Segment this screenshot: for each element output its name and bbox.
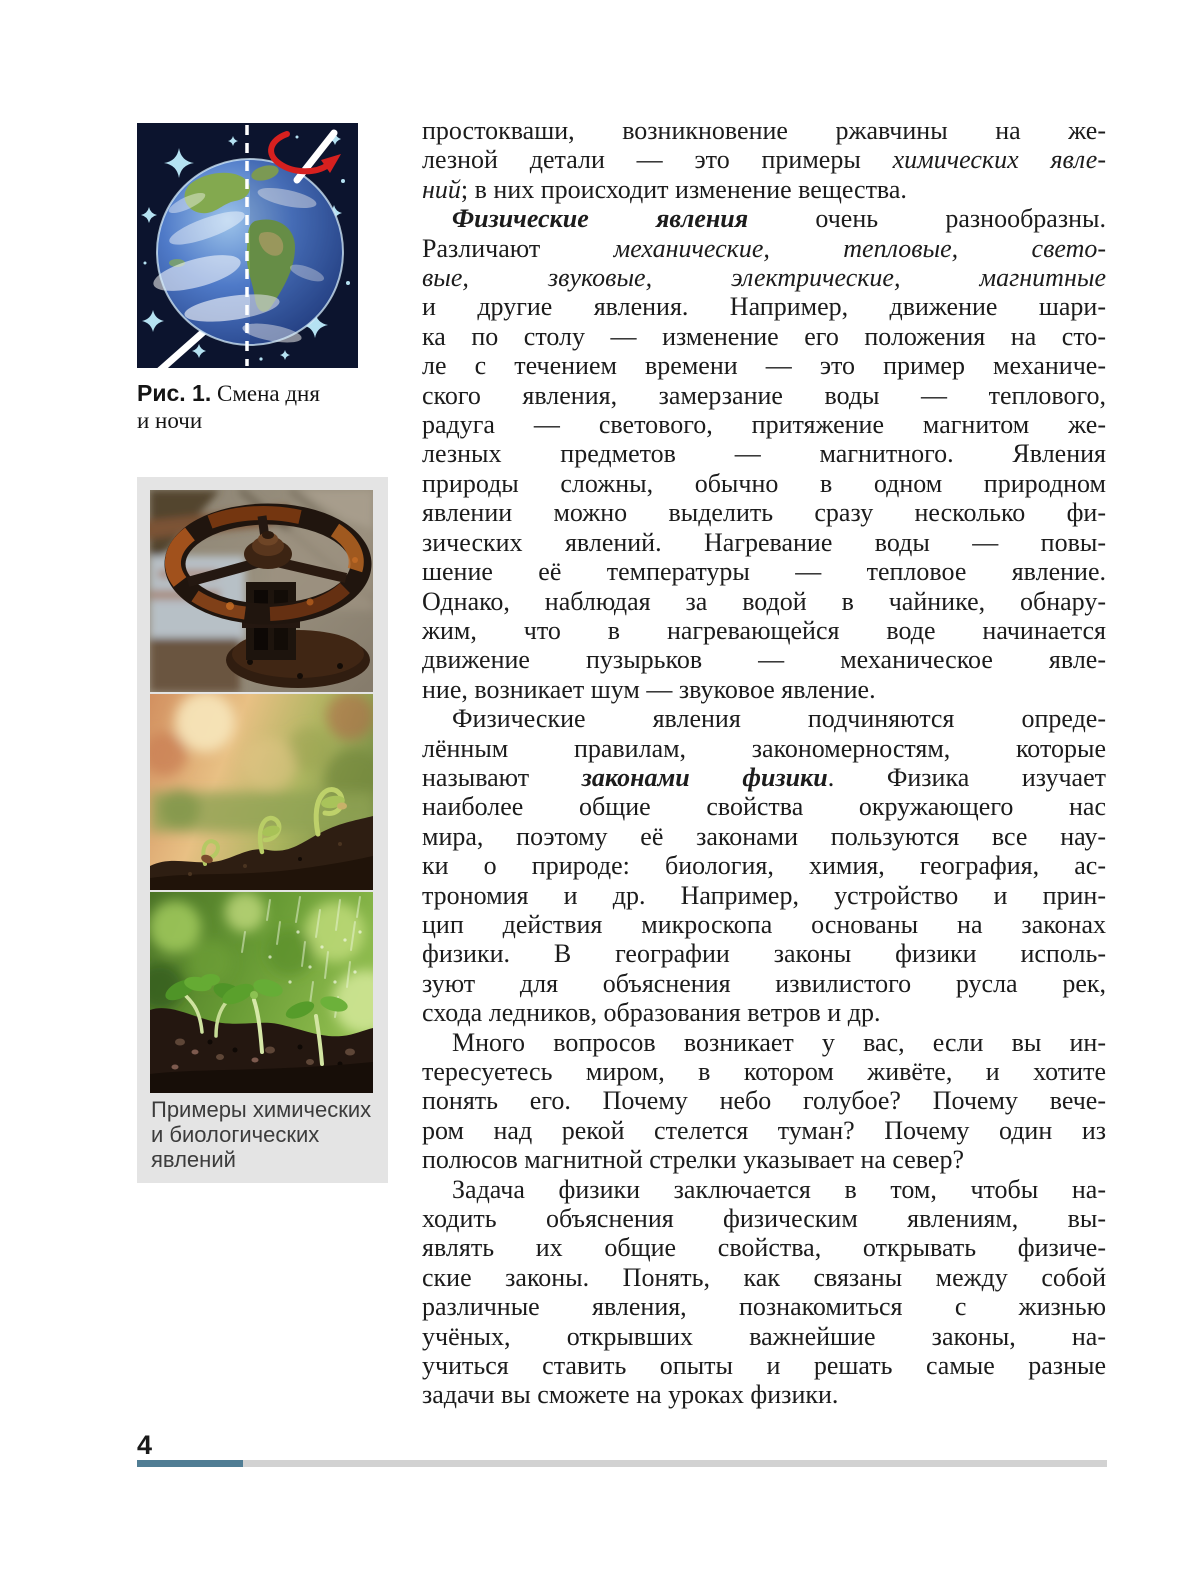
text-line: Физические явления подчиняются опреде- [452,704,1106,734]
page-number: 4 [137,1430,153,1460]
text-line: зических явлений. Нагревание воды — повы- [422,527,1106,557]
text-line: задачи вы сможете на уроках физики. [422,1380,839,1410]
text-line: физики. В географии законы физики исполь- [422,939,1106,969]
text-line: Задача физики заключается в том, чтобы на- [452,1174,1106,1204]
text-line: трономия и др. Например, устройство и прин- [422,880,1106,910]
text-line: Много вопросов возникает у вас, если вы ин- [452,1027,1106,1057]
text-line: ходить объяснения физическим явлениям, вы- [422,1204,1106,1234]
text-line: ка по столу — изменение его положения на сто- [422,321,1106,351]
text-line: тересуетесь миром, в котором живёте, и хотите [422,1057,1106,1086]
body-text [422,116,1106,1410]
text-line: лезных предметов — магнитного. Явления [422,439,1106,469]
photo-panel-caption-line: и биологических [151,1122,320,1147]
footer-bar-accent [137,1460,243,1467]
seedlings-sunset-photo [150,694,373,890]
text-line: мира, поэтому её законами пользуются все нау- [422,821,1106,851]
text-line: ские законы. Понять, как связаны между собой [422,1262,1106,1292]
text-line: ки о природе: биология, химия, география, ас- [422,851,1106,881]
text-line: ского явления, замерзание воды — теплового, [422,380,1106,410]
text-line: жим, что в нагревающейся воде начинается [422,615,1106,645]
text-line: полюсов магнитной стрелки указывает на север? [422,1145,965,1175]
photo-panel [137,477,388,1183]
text-line: учёных, открывших важнейшие законы, на- [422,1321,1106,1351]
text-line: различные явления, познакомиться с жизнью [422,1292,1106,1322]
text-line: лённым правилам, закономерностям, которые [422,733,1106,763]
text-line: ние, возникает шум — звуковое явление. [422,674,876,704]
text-line: зуют для объяснения извилистого русла рек, [422,968,1106,998]
text-line: Физические явления очень разнообразны. [452,204,1106,234]
photo-panel-caption-line: Примеры химических [151,1097,372,1122]
text-line: ром над рекой стелется туман? Почему один из [422,1115,1106,1145]
text-line: Однако, наблюдая за водой в чайнике, обнару- [422,586,1106,616]
figure-1-label: Рис. 1. [137,380,212,406]
photo-panel-caption-line: явлений [151,1147,236,1172]
text-line: цип действия микроскопа основаны на законах [422,909,1106,939]
text-line: шение её температуры — тепловое явление. [422,557,1106,587]
sprouts-watering-photo [150,892,373,1093]
figure-1-day-night [137,123,358,368]
text-line: ле с течением времени — это пример механиче- [422,351,1106,381]
text-line: вые, звуковые, электрические, магнитные [422,263,1106,293]
text-line: простокваши, возникновение ржавчины на же- [422,116,1106,145]
text-line: понять его. Почему небо голубое? Почему вече- [422,1086,1106,1116]
rusty-valve-illustration [150,490,373,692]
earth-rotation-illustration [137,123,358,368]
text-line: наиболее общие свойства окружающего нас [422,792,1106,822]
seedlings-sunset-illustration [150,694,373,890]
footer-bar [137,1460,1107,1467]
text-line: лезной детали — это примеры химических явле- [422,145,1106,175]
figure-1-caption-line2: и ночи [137,408,203,433]
photo-panel-caption [151,1097,379,1172]
text-line: являть их общие свойства, открывать физиче- [422,1233,1106,1263]
sprouts-watering-illustration [150,892,373,1093]
text-line: природы сложны, обычно в одном природном [422,468,1106,498]
text-line: движение пузырьков — механическое явле- [422,645,1106,675]
text-line: и другие явления. Например, движение шари- [422,292,1106,322]
text-line: радуга — светового, притяжение магнитом же- [422,410,1106,440]
text-line: называют законами физики. Физика изучает [422,762,1106,792]
figure-1-caption [137,380,387,434]
rusty-valve-photo [150,490,373,692]
text-line: явлении можно выделить сразу несколько фи- [422,498,1106,528]
text-line: учиться ставить опыты и решать самые разные [422,1351,1106,1381]
text-line: ний; в них происходит изменение вещества. [422,174,907,204]
text-line: схода ледников, образования ветров и др. [422,998,881,1028]
text-line: Различают механические, тепловые, свето- [422,233,1107,263]
figure-1-caption-line1: Рис. 1. Смена дня [137,380,320,406]
